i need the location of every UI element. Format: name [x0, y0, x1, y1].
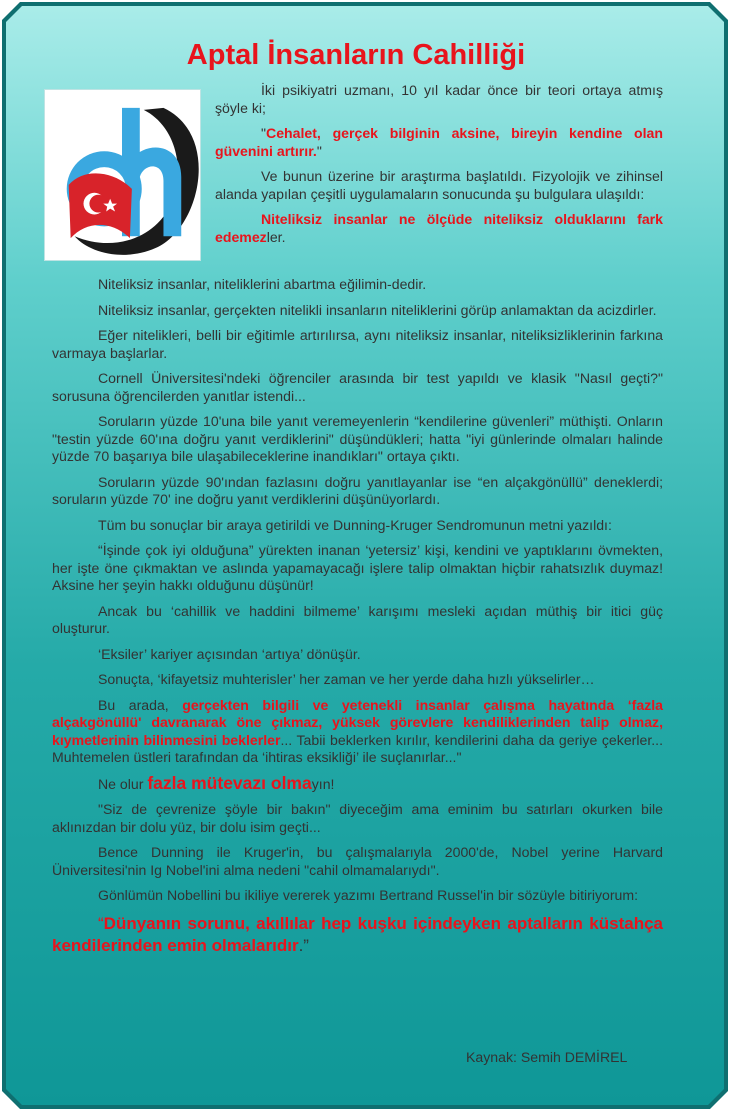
body-paragraph: Niteliksiz insanlar, niteliklerini abartma eğilimin-dedir. — [98, 276, 427, 292]
body-paragraph: Ne olur fazla mütevazı olmayın! — [98, 772, 335, 793]
body-paragraph: Bence Dunning ile Kruger'in, bu çalışmalarıyla 2000'de, Nobel yerine Harvard Üniversitesi'nin Ig Nobel'ini alma nedeni "cahil olmamalarıydı". — [52, 844, 663, 878]
intro-paragraph: Ve bunun üzerine bir araştırma başlatıldı. Fizyolojik ve zihinsel alanda yapılan çeşitli uygulamaların sonucunda şu bulgulara ulaşıldı: — [215, 168, 663, 202]
body-paragraph: Niteliksiz insanlar, gerçekten nitelikli insanların niteliklerini görüp anlamaktan da acizdirler. — [98, 301, 657, 318]
body-paragraph: Sonuçta, ‘kifayetsiz muhterisler’ her zaman ve her yerde daha hızlı yükselirler… — [98, 671, 595, 687]
body-paragraph: "Siz de çevrenize şöyle bir bakın" diyeceğim ama eminim bu satırları okurken bile aklınızdan bir dolu yüz, bir dolu isim geçti... — [52, 801, 663, 835]
body-paragraph: Cornell Üniversitesi'ndeki öğrenciler arasında bir test yapıldı ve klasik "Nasıl geçti?" sorusuna öğrencilerden yanıtlar istendi... — [52, 370, 663, 404]
page-title: Aptal İnsanların Cahilliği — [186, 39, 526, 71]
intro-paragraph: İki psikiyatri uzmanı, 10 yıl kadar önce bir teori ortaya atmış şöyle ki; — [215, 82, 663, 116]
body-paragraph: Bu arada, gerçekten bilgili ve yetenekli insanlar çalışma hayatında ‘fazla alçakgönüllü' davranarak öne çıkmaz, yüksek görevlere kendiliklerinden talip olmaz, kıymetlerinin bilinmesini beklerler... Tabii beklerken kırılır, kendilerini daha da geriye çekerler... Muhtemelen üstleri tarafından da ‘ihtiras eksikliği’ ile suçlanırlar..." — [52, 696, 663, 765]
closing-quote: “Dünyanın sorunu, akıllılar hep kuşku içindeyken aptalların küstahça kendilerinden emin olmalarıdır.” — [52, 913, 663, 955]
intro-paragraph: Niteliksiz insanlar ne ölçüde niteliksiz olduklarını fark edemezler. — [215, 211, 663, 245]
body-paragraph: Ancak bu ‘cahillik ve haddini bilmeme’ karışımı mesleki açıdan müthiş bir itici güç oluşturur. — [52, 602, 663, 636]
body-paragraph: Tüm bu sonuçlar bir araya getirildi ve Dunning-Kruger Sendromunun metni yazıldı: — [98, 516, 612, 533]
body-paragraph: Gönlümün Nobellini bu ikiliye vererek yazımı Bertrand Russel'in bir sözüyle bitiriyorum: — [98, 887, 639, 903]
body-paragraph: Soruların yüzde 90'ından fazlasını doğru yanıtlayanlar ise “en alçakgönüllü” deneklerdi; soruların yüzde 70' ine doğru yanıt verdiklerini düşünüyorlardı. — [52, 473, 663, 507]
source-credit: Kaynak: Semih DEMİREL — [466, 1049, 628, 1065]
body-paragraph: ‘Eksiler’ kariyer açısından ‘artıya’ dönüşür. — [98, 645, 361, 662]
dh-flag-logo-icon — [44, 89, 201, 261]
body-paragraph: “İşinde çok iyi olduğuna” yürekten inanan ‘yetersiz’ kişi, kendini ve yaptıklarını övmekten, her işte öne çıkmaktan ve aslında yapamayacağı işlere talip olmaktan hiçbir rahatsızlık duymaz! Aksine her şeyin hakkı olduğunu düşünür! — [52, 542, 663, 593]
intro-paragraph: "Cehalet, gerçek bilginin aksine, bireyin kendine olan güvenini artırır." — [215, 125, 663, 159]
intro-block — [215, 82, 663, 254]
body-paragraph: Soruların yüzde 10'una bile yanıt veremeyenlerin “kendilerine güvenleri” müthişti. Onların "testin yüzde 60'ına doğru yanıt verdiklerini" düşündükleri; hatta "iyi günlerinde olmaları halinde yüzde 70 başarıya bile ulaşabileceklerine inandıkları" ortaya çıktı. — [52, 413, 663, 464]
article-body — [52, 276, 663, 965]
body-paragraph: Eğer nitelikleri, belli bir eğitimle artırılırsa, aynı niteliksiz insanlar, niteliksizliklerinin farkına varmaya başlarlar. — [52, 327, 663, 361]
